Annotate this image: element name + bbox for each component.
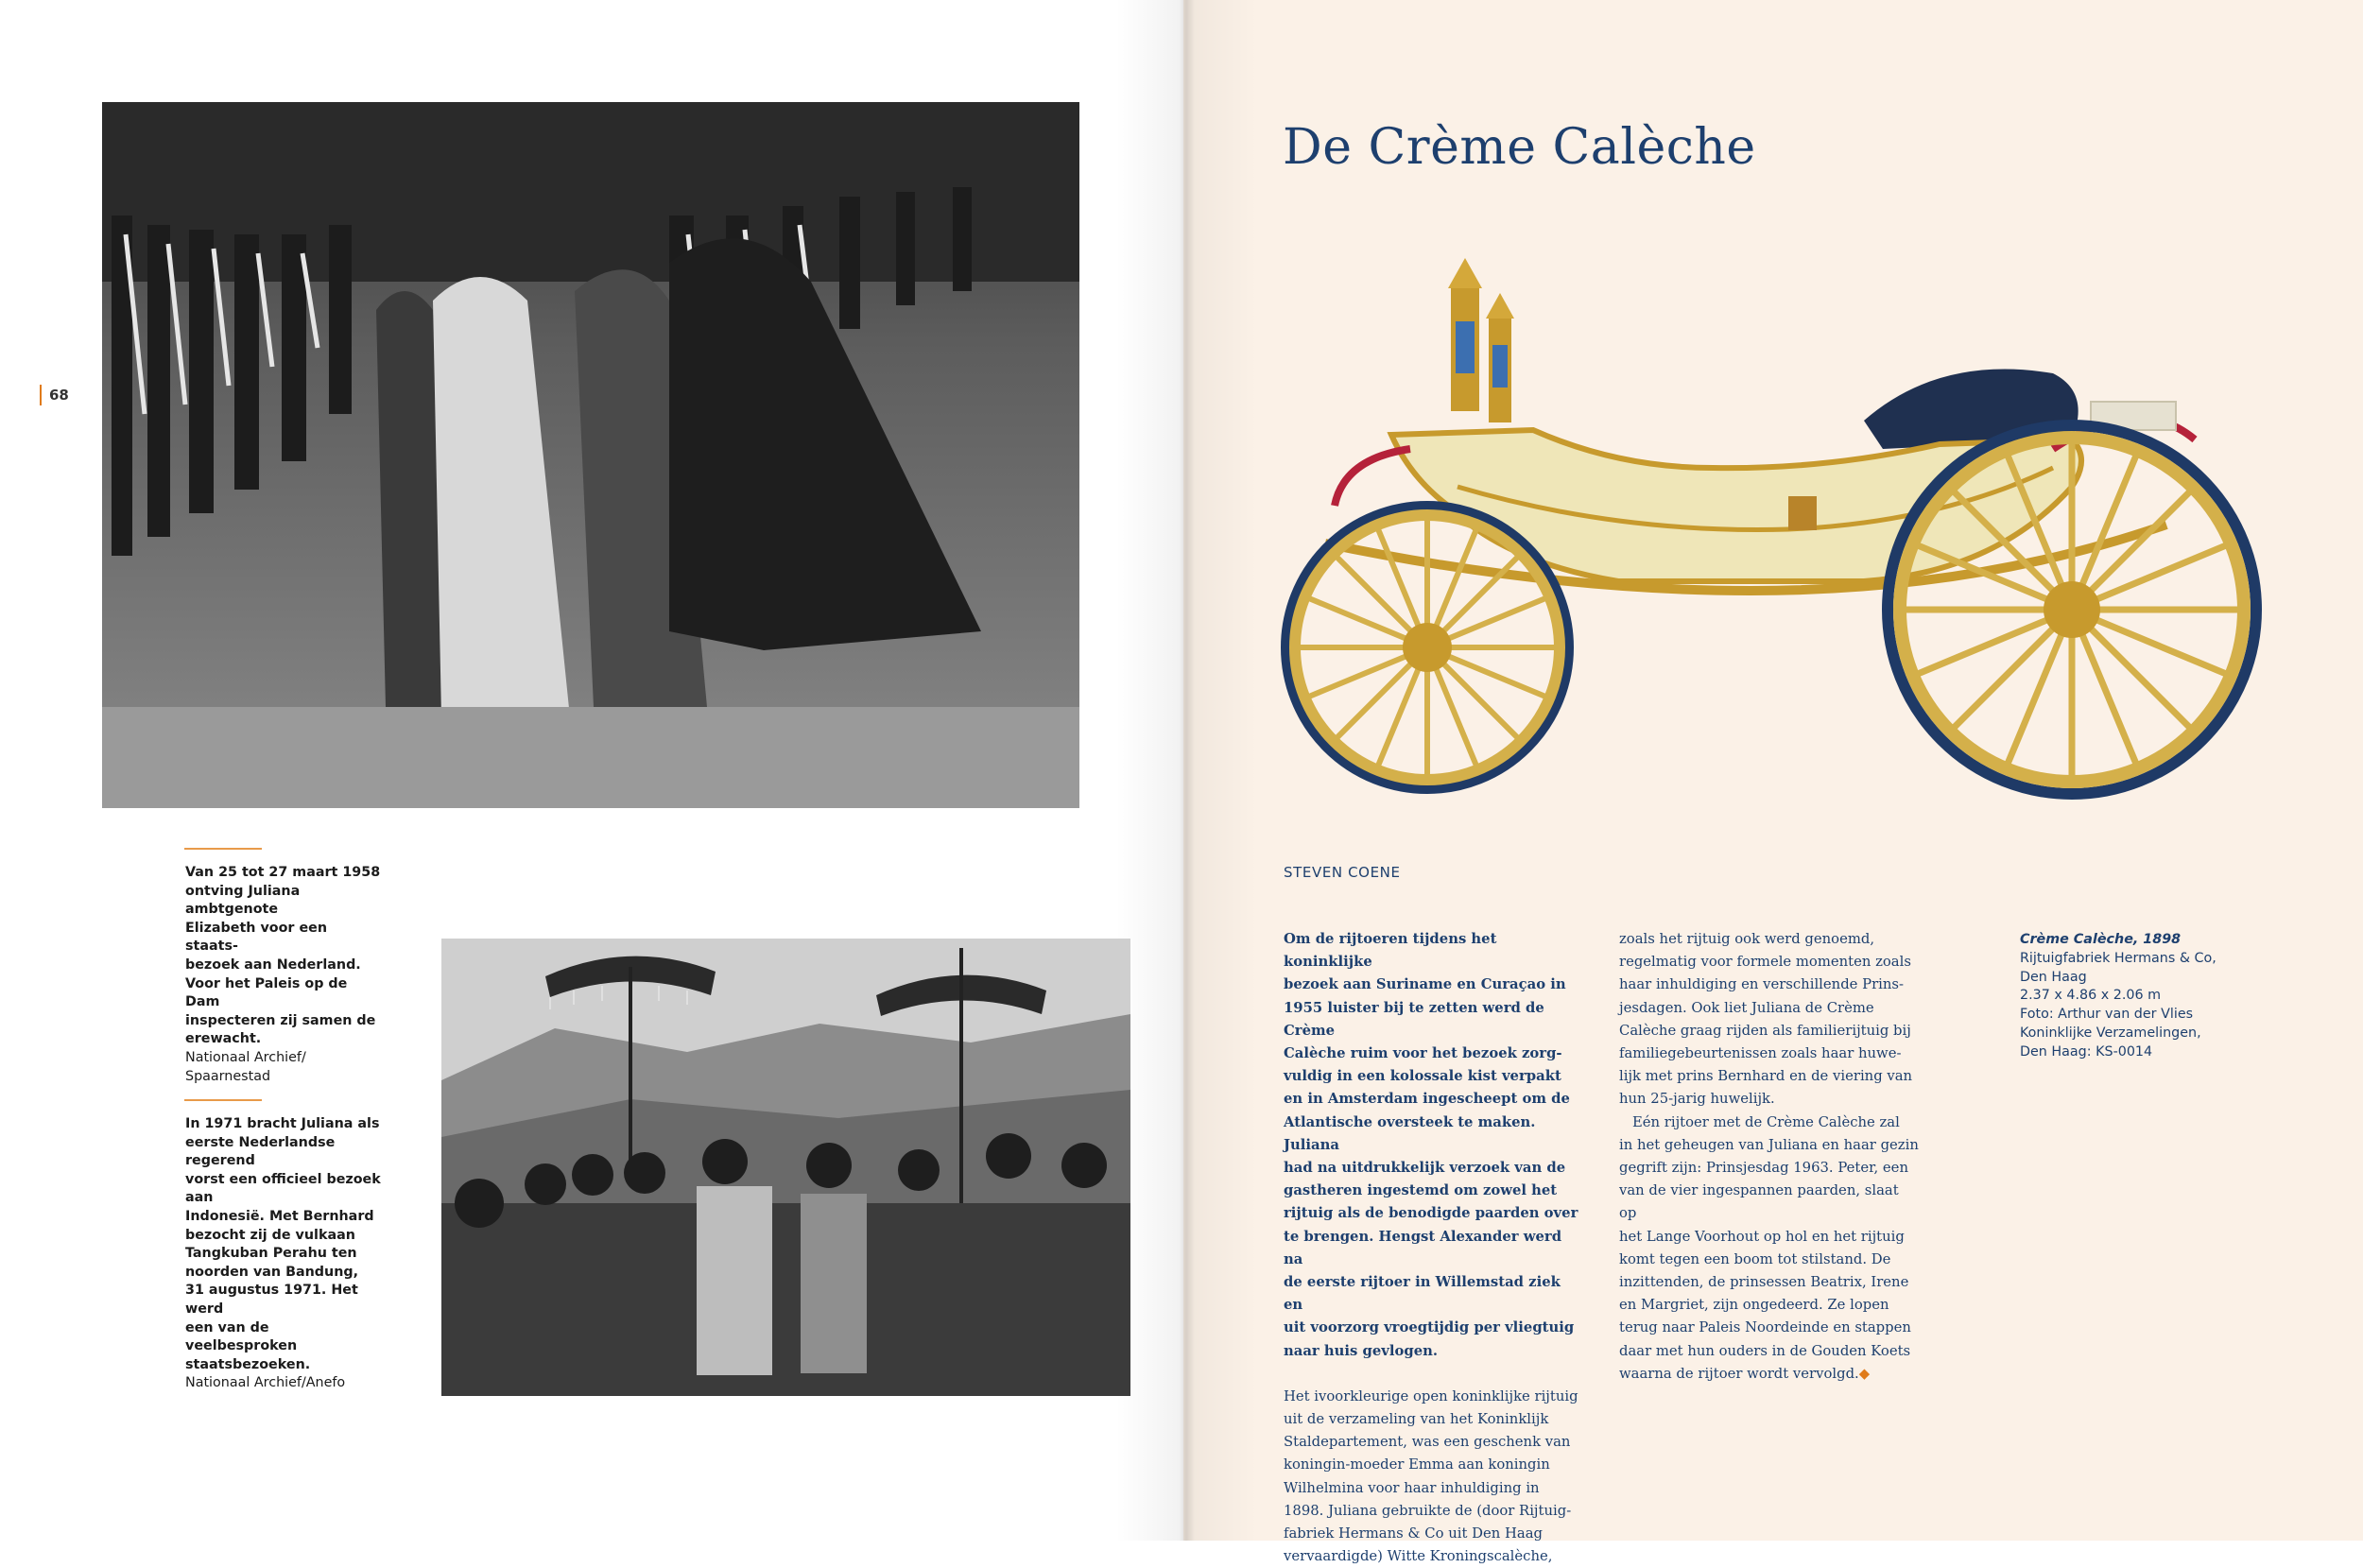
caption-state-visit-1958 bbox=[185, 864, 384, 1086]
caption-rule-2 bbox=[184, 1099, 262, 1101]
caption-rule-1 bbox=[184, 848, 262, 850]
credit-details: Rijtuigfabriek Hermans & Co, Den Haag 2.37 x 4.86 x 2.06 m Foto: Arthur van der Vlies Koninklijke Verzamelingen, Den Haag: KS-0014 bbox=[2020, 950, 2216, 1060]
caption-indonesia-1971 bbox=[185, 1115, 384, 1393]
body-paragraph-text: Eén rijtoer met de Crème Calèche zal in het geheugen van Juliana en haar gezin gegrift zijn: Prinsjesdag 1963. Peter, een van de vier ingespannen paarden, slaat op het Lange Voorhout op hol en het rijtuig komt tegen een boom tot stilstand. De inzittenden, de prinsessen Beatrix, Irene en Margriet, zijn ongedeerd. Ze lopen terug naar Paleis Noordeinde en stappen daar met hun ouders in de Gouden Koets waarna de rijtoer wordt vervolgd. bbox=[1619, 1113, 1919, 1382]
carriage-photo bbox=[1221, 250, 2268, 808]
article-author: STEVEN COENE bbox=[1284, 864, 1401, 881]
carriage-rear-wheel bbox=[1888, 425, 2256, 794]
photo-indonesia-1971 bbox=[441, 939, 1130, 1396]
body-paragraph-final bbox=[1619, 1111, 1920, 1386]
photo-state-visit-1958 bbox=[102, 102, 1079, 808]
body-paragraph: Het ivoorkleurige open koninklijke rijtuig uit de verzameling van het Koninklijk Staldepartement, was een geschenk van koningin-moeder Emma aan koningin Wilhelmina voor haar inhuldiging in 1898. Juliana gebruikte de (door Rijtuig- fabriek Hermans & Co uit Den Haag vervaardigde) Witte Kroningscalèche, bbox=[1284, 1387, 1578, 1565]
caption-1-text: Van 25 tot 27 maart 1958 ontving Juliana ambtgenote Elizabeth voor een staats- bezoek aan Nederland. Voor het Paleis op de Dam inspecteren zij samen de erewacht. bbox=[185, 865, 381, 1047]
body-paragraph: zoals het rijtuig ook werd genoemd, regelmatig voor formele momenten zoals haar inhuldiging en verschillende Prins- jesdagen. Ook liet Juliana de Crème Calèche graag rijden als familierijtuig bij familiegebeurtenissen zoals haar huwe- lijk met prins Bernhard en de viering van hun 25-jarig huwelijk. bbox=[1619, 931, 1913, 1108]
carriage-credit bbox=[2020, 931, 2237, 1062]
body-column-1 bbox=[1284, 928, 1584, 1568]
caption-1-source: Nationaal Archief/ Spaarnestad bbox=[185, 1049, 306, 1084]
caption-2-text: In 1971 bracht Juliana als eerste Nederlandse regerend vorst een officieel bezoek aan Indonesië. Met Bernhard bezocht zij de vulkaan Tangkuban Perahu ten noorden van Bandung, 31 augustus 1971. Het werd een van de veelbesproken staatsbezoeken. bbox=[185, 1116, 381, 1372]
carriage-lamp bbox=[1448, 258, 1482, 411]
page-number: 68 bbox=[40, 385, 69, 405]
article-title: De Crème Calèche bbox=[1283, 119, 1756, 176]
body-column-2 bbox=[1619, 928, 1920, 1386]
carriage-lamp bbox=[1486, 293, 1514, 422]
carriage-front-wheel bbox=[1285, 506, 1569, 789]
end-mark-icon: ◆ bbox=[1858, 1365, 1871, 1382]
lead-paragraph: Om de rijtoeren tijdens het koninklijke bezoek aan Suriname en Curaçao in 1955 luister bij te zetten werd de Crème Calèche ruim voor het bezoek zorg- vuldig in een kolossale kist verpakt en in Amsterdam ingescheept om de Atlantische oversteek te maken. Juliana had na uitdrukkelijk verzoek van de gastheren ingestemd om zowel het rijtuig als de benodigde paarden over te brengen. Hengst Alexander werd na de eerste rijtoer in Willemstad ziek en uit voorzorg vroegtijdig per vliegtuig naar huis gevlogen. bbox=[1284, 931, 1578, 1359]
caption-2-source: Nationaal Archief/Anefo bbox=[185, 1375, 346, 1391]
credit-title: Crème Calèche, 1898 bbox=[2020, 932, 2182, 947]
